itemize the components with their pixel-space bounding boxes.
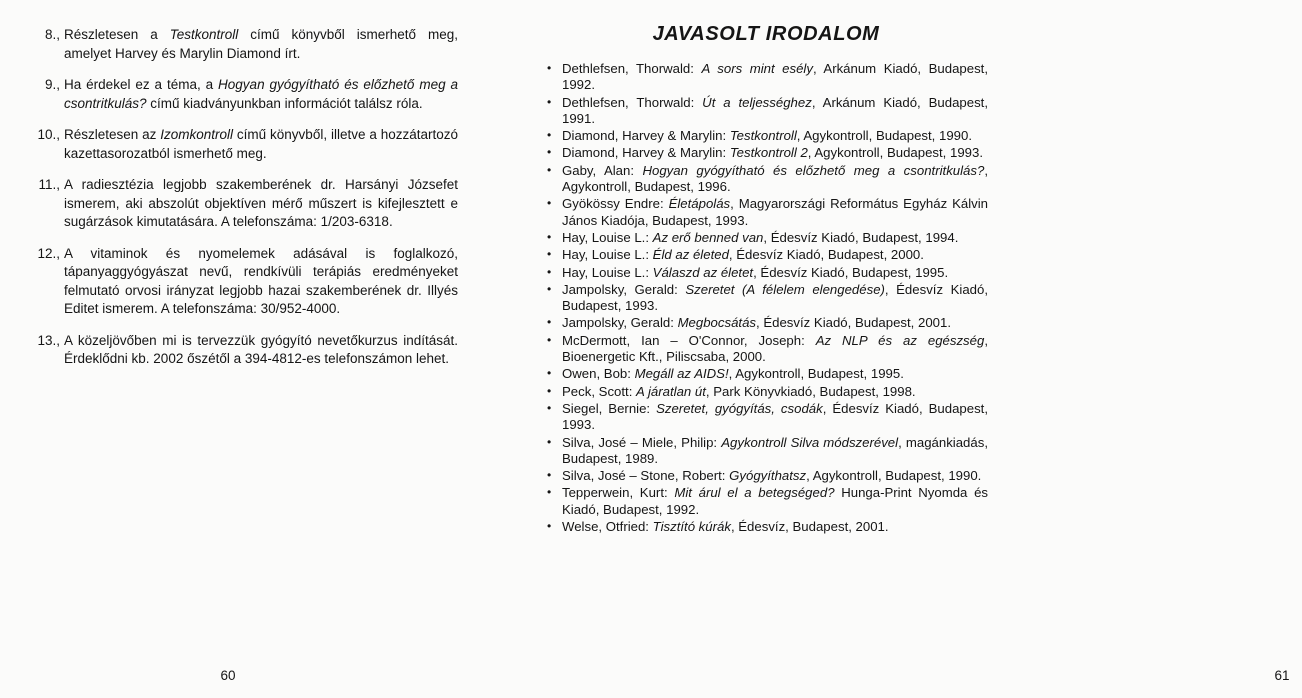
item-number: 10., <box>37 127 60 142</box>
text-run: , Édesvíz, Budapest, 2001. <box>730 519 889 535</box>
book-title-italic: Megáll az AIDS! <box>634 366 729 382</box>
item-number: 11., <box>38 177 60 192</box>
bullet-icon: • <box>547 128 552 143</box>
text-run: Gaby, Alan: <box>562 162 643 178</box>
book-title-italic: Megbocsátás <box>677 315 756 331</box>
bibliography-entry <box>545 196 988 229</box>
text-run: Gyökössy Endre: <box>562 196 669 212</box>
book-title-italic: Út a teljességhez <box>702 94 812 110</box>
bullet-icon: • <box>547 434 552 449</box>
bibliography-entry <box>545 163 988 196</box>
bibliography-entry <box>545 95 988 128</box>
text-run: Silva, José – Stone, Robert: <box>562 468 730 484</box>
text-run: , Édesvíz Kiadó, Budapest, 2001. <box>756 315 952 331</box>
text-run: Peck, Scott: <box>562 383 637 399</box>
text-run: Hay, Louise L.: <box>562 229 653 245</box>
page-number-right: 61 <box>1274 668 1290 683</box>
book-title-italic: Testkontroll <box>729 128 797 144</box>
bibliography-entry <box>545 401 988 434</box>
numbered-item <box>36 26 458 63</box>
bullet-icon: • <box>547 281 552 296</box>
bullet-icon: • <box>547 366 552 381</box>
item-number: 13., <box>37 332 60 348</box>
text-run: A vitaminok és nyomelemek adásával is foglalkozó, tápanyaggyógyászat nevű, rendkívüli terápiás eredményeket felmutató orvosi irányzat legjobb hazai szakemberének dr. Illyés Editet ismerem. A telefonszáma: 30/952-4000. <box>64 245 458 316</box>
page-number-left: 60 <box>220 668 236 683</box>
text-run: című könyvből ismerhető meg, amelyet Harvey és Marylin Diamond írt. <box>64 27 458 61</box>
text-run: Részletesen az <box>64 127 161 142</box>
bibliography-entry <box>545 384 988 400</box>
bibliography-entry <box>545 128 988 144</box>
bullet-icon: • <box>547 315 552 330</box>
text-run: Hay, Louise L.: <box>562 264 653 280</box>
book-title-italic: A sors mint esély <box>701 61 813 76</box>
book-title-italic: Testkontroll <box>169 27 239 42</box>
text-run: McDermott, Ian – O'Connor, Joseph: <box>562 332 816 348</box>
book-title-italic: Testkontroll 2 <box>729 145 808 161</box>
text-run: Jampolsky, Gerald: <box>562 315 678 331</box>
text-run: Jampolsky, Gerald: <box>562 281 686 297</box>
bibliography-entry <box>545 315 988 331</box>
text-run: , Park Könyvkiadó, Budapest, 1998. <box>705 383 916 399</box>
book-title-italic: Hogyan gyógyítható és előzhető meg a csontritkulás? <box>64 77 459 111</box>
text-run: , Édesvíz Kiadó, Budapest, 1995. <box>753 264 949 280</box>
text-run: Hay, Louise L.: <box>562 247 653 263</box>
bibliography-entry <box>545 366 988 382</box>
book-title-italic: Éld az életed <box>652 247 729 263</box>
bullet-icon: • <box>547 94 552 109</box>
book-title-italic: Tisztító kúrák <box>652 519 731 535</box>
book-title-italic: Az NLP és az egészség <box>815 332 985 348</box>
numbered-list <box>36 26 458 382</box>
text-run: , Agykontroll, Budapest, 1995. <box>728 366 904 382</box>
bullet-icon: • <box>547 383 552 398</box>
item-number: 8., <box>44 27 60 42</box>
text-run: A közeljövőben mi is tervezzük gyógyító nevetőkurzus indítását. Érdeklődni kb. 2002 őszétől a 394-4812-es telefonszámon lehet. <box>64 332 458 366</box>
text-run: , Agykontroll, Budapest, 1990. <box>806 468 982 484</box>
numbered-item <box>36 332 458 369</box>
text-run: Silva, José – Miele, Philip: <box>562 434 722 450</box>
book-title-italic: Az erő benned van <box>652 229 764 245</box>
book-title-italic: Gyógyíthatsz <box>729 468 807 484</box>
bullet-icon: • <box>547 485 552 500</box>
bullet-icon: • <box>547 61 552 75</box>
bullet-icon: • <box>547 196 552 211</box>
book-title-italic: Szeretet (A félelem elengedése) <box>685 281 885 297</box>
bullet-icon: • <box>547 247 552 262</box>
text-run: , Magyarországi Református Egyház Kálvin János Kiadója, Budapest, 1993. <box>562 196 988 228</box>
book-title-italic: Hogyan gyógyítható és előzhető meg a csontritkulás? <box>642 162 985 178</box>
bibliography-list <box>545 61 988 536</box>
numbered-item <box>36 126 458 163</box>
text-run: Diamond, Harvey & Marylin: <box>562 145 730 161</box>
numbered-item <box>36 245 458 319</box>
text-run: , Agykontroll, Budapest, 1990. <box>796 128 972 144</box>
item-number: 12., <box>37 245 60 261</box>
text-run: , Bioenergetic Kft., Piliscsaba, 2000. <box>562 332 988 365</box>
bullet-icon: • <box>547 162 552 177</box>
bibliography-entry <box>545 435 988 468</box>
text-run: , Édesvíz Kiadó, Budapest, 1993. <box>562 400 989 433</box>
bibliography-entry <box>545 333 988 366</box>
text-run: , Agykontroll, Budapest, 1996. <box>562 162 988 195</box>
bibliography-entry <box>545 468 988 484</box>
text-run: , Édesvíz Kiadó, Budapest, 1994. <box>763 229 959 245</box>
text-run: Welse, Otfried: <box>562 519 653 535</box>
text-run: , Édesvíz Kiadó, Budapest, 1993. <box>562 281 988 314</box>
text-run: című kiadványunkban információt találsz róla. <box>146 95 423 111</box>
text-run: Owen, Bob: <box>562 366 635 382</box>
right-page <box>512 0 1290 698</box>
text-run: című könyvből, illetve a hozzátartozó kazettasorozatból ismerhető meg. <box>64 127 458 161</box>
text-run: Részletesen a <box>64 27 170 42</box>
bibliography-entry <box>545 230 988 246</box>
book-title-italic: Válaszd az életet <box>652 264 754 280</box>
book-title-italic: Mit árul el a betegséged? <box>674 485 835 501</box>
bibliography-entry <box>545 61 988 94</box>
numbered-item <box>36 176 458 232</box>
bullet-icon: • <box>547 229 552 244</box>
text-run: Ha érdekel ez a téma, a <box>64 77 219 92</box>
bibliography-title: JAVASOLT IRODALOM <box>652 23 880 45</box>
book-title-italic: Agykontroll Silva módszerével <box>721 434 899 450</box>
text-run: Diamond, Harvey & Marylin: <box>562 128 730 144</box>
item-number: 9., <box>44 77 60 92</box>
text-run: Tepperwein, Kurt: <box>562 485 675 501</box>
text-run: Siegel, Bernie: <box>562 400 657 416</box>
text-run: , Arkánum Kiadó, Budapest, 1992. <box>562 61 988 93</box>
text-run: , magánkiadás, Budapest, 1989. <box>562 434 988 466</box>
bullet-icon: • <box>547 400 552 415</box>
bullet-icon: • <box>547 519 552 534</box>
numbered-item <box>36 76 458 113</box>
text-run: , Agykontroll, Budapest, 1993. <box>807 145 983 161</box>
bibliography-entry <box>545 247 988 263</box>
bibliography-entry <box>545 485 988 518</box>
book-title-italic: Életápolás <box>668 196 731 212</box>
book-title-italic: Szeretet, gyógyítás, csodák <box>656 400 823 416</box>
bullet-icon: • <box>547 468 552 483</box>
book-title-italic: Izomkontroll <box>160 127 234 142</box>
bibliography-entry <box>545 282 988 315</box>
bibliography-entry <box>545 145 988 161</box>
left-page <box>0 0 512 698</box>
bibliography-entry <box>545 519 988 535</box>
bibliography-entry <box>545 265 988 281</box>
text-run: A radiesztézia legjobb szakemberének dr. Harsányi Józsefet ismerem, aki abszolút objektíven mérő műszert is kifejlesztett e sugárzások kimutatására. A telefonszáma: 1/203-6318. <box>64 177 458 229</box>
bullet-icon: • <box>547 332 552 347</box>
bullet-icon: • <box>547 145 552 160</box>
text-run: Dethlefsen, Thorwald: <box>562 61 702 76</box>
text-run: , Arkánum Kiadó, Budapest, 1991. <box>562 94 988 126</box>
bullet-icon: • <box>547 264 552 279</box>
text-run: , Édesvíz Kiadó, Budapest, 2000. <box>728 247 924 263</box>
book-title-italic: A járatlan út <box>636 383 706 399</box>
text-run: Hunga-Print Nyomda és Kiadó, Budapest, 1992. <box>562 485 988 517</box>
text-run: Dethlefsen, Thorwald: <box>562 94 703 110</box>
